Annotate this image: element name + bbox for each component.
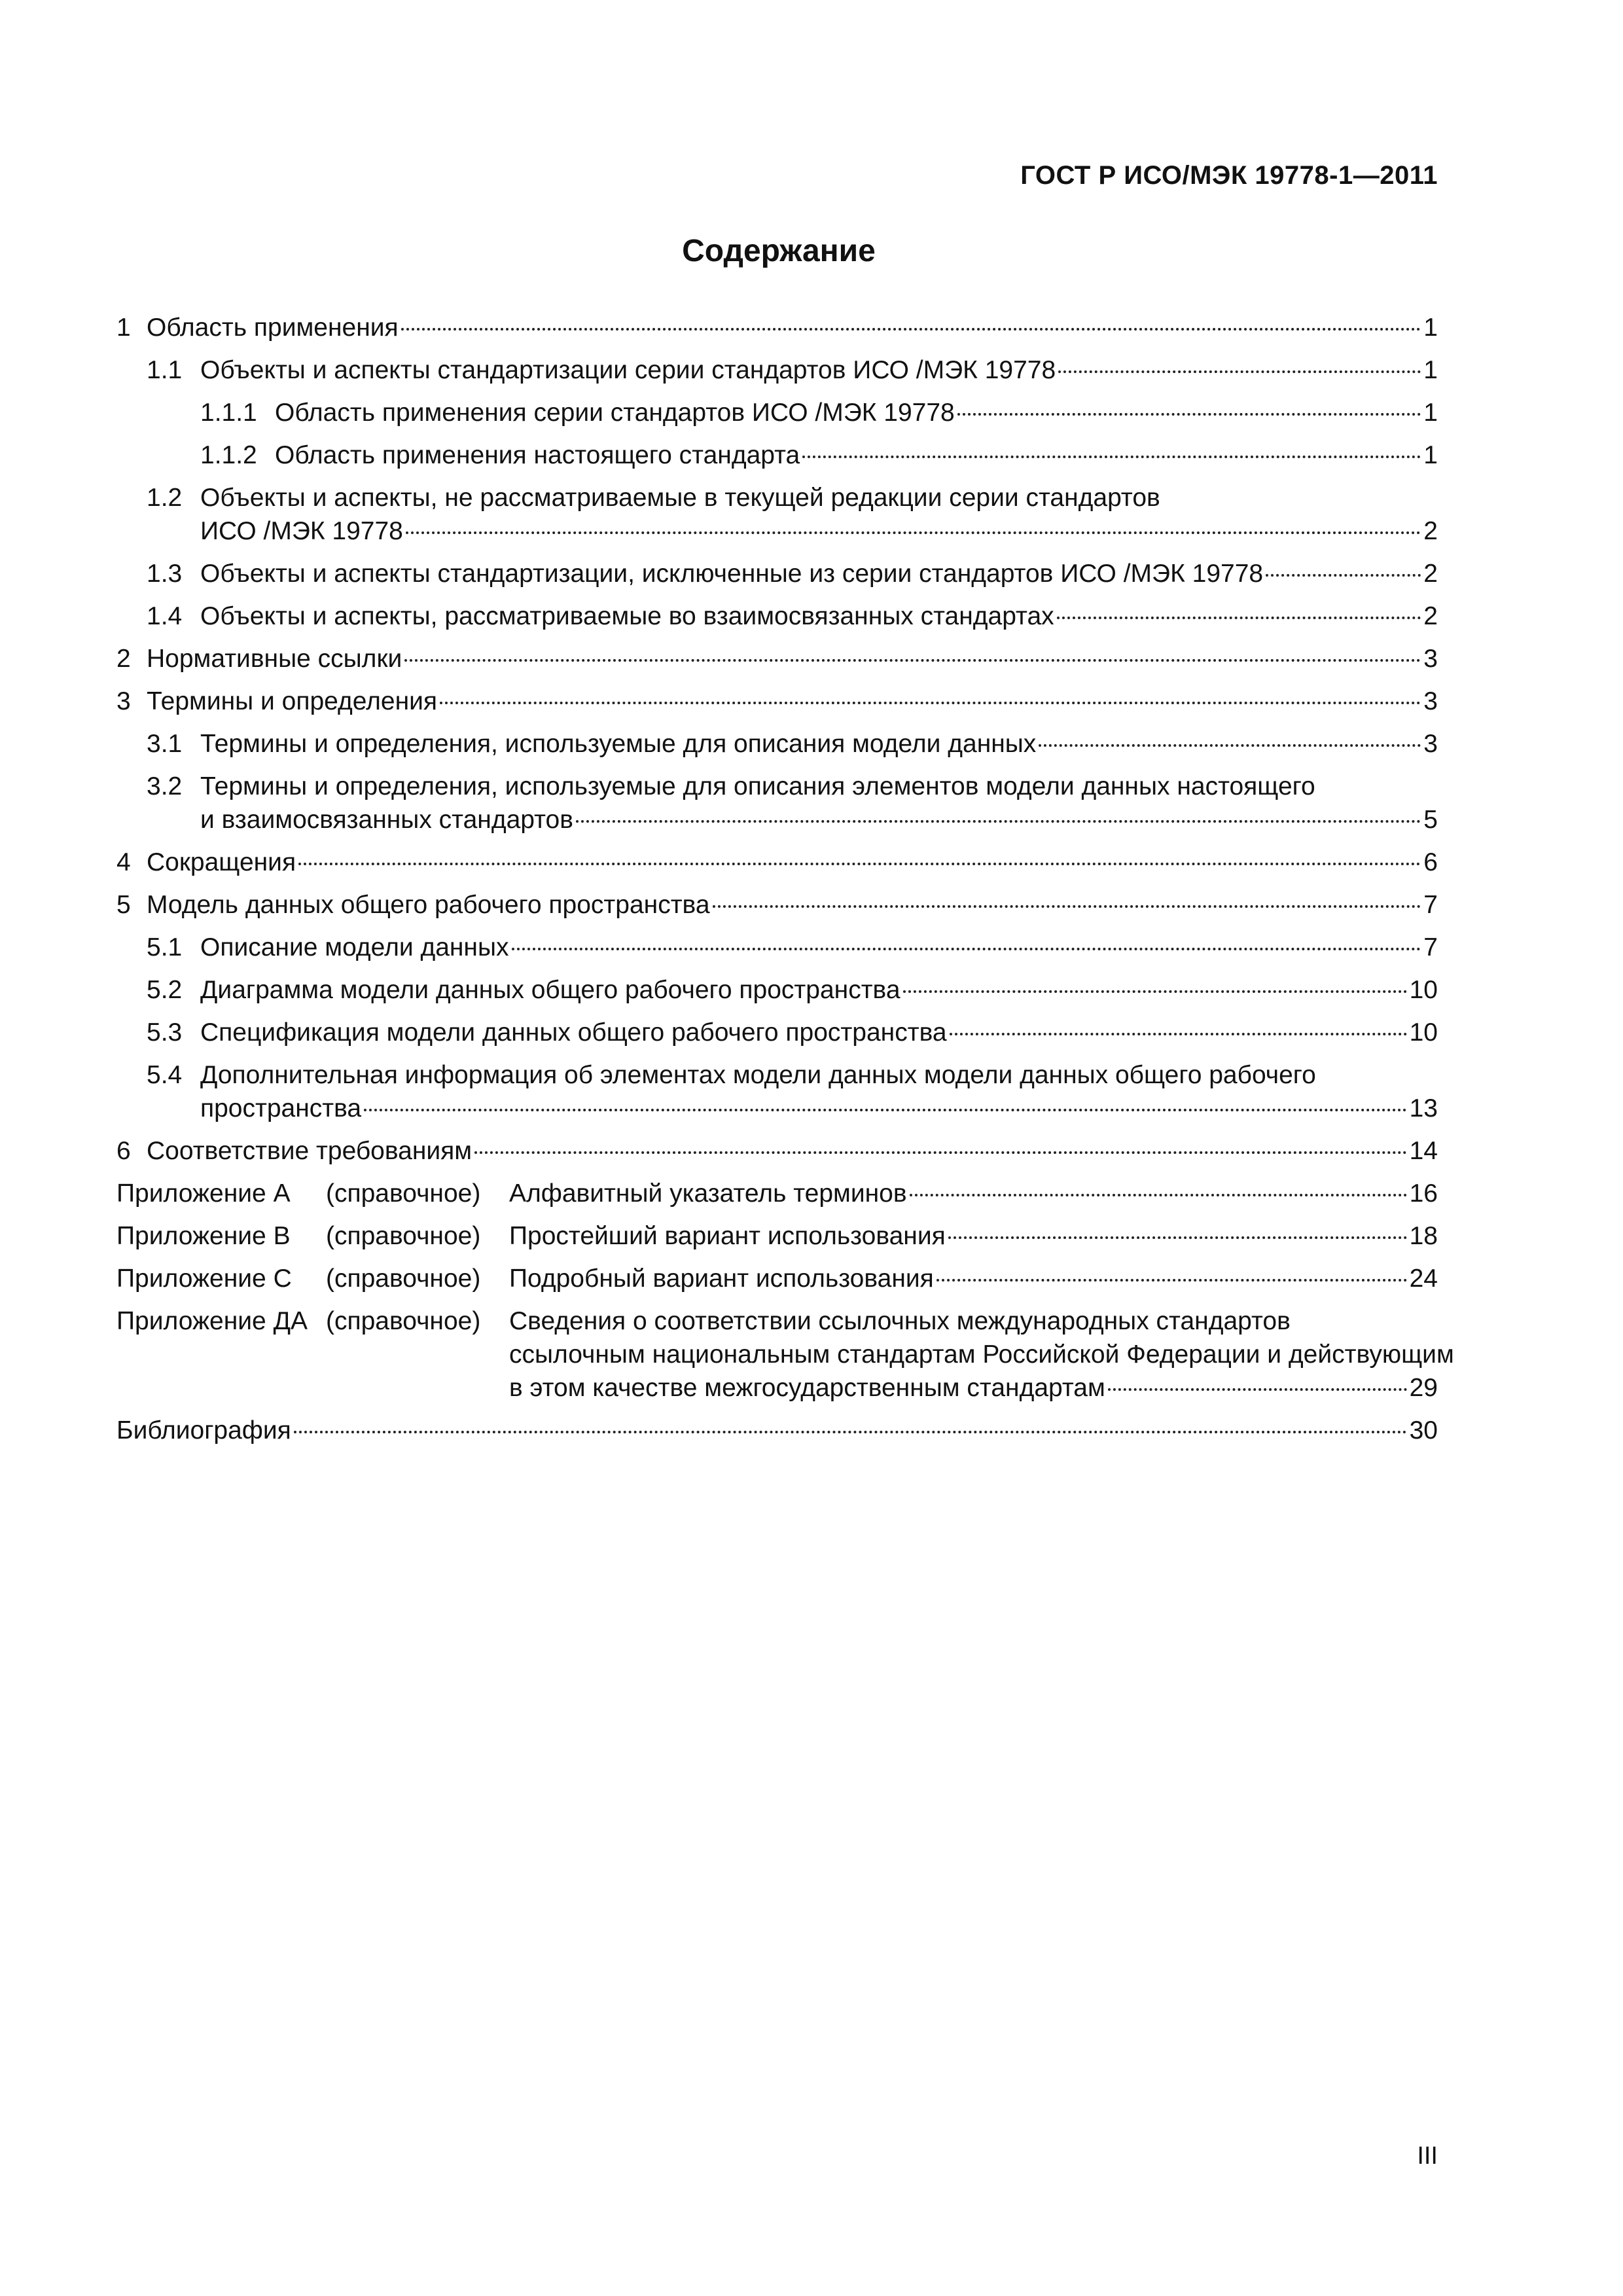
appendix-title: Простейший вариант использования (509, 1222, 946, 1250)
appendix-kind: (справочное) (326, 1222, 481, 1250)
toc-line (116, 1134, 1438, 1168)
toc-entry[interactable] (116, 1134, 1438, 1168)
toc-entry[interactable] (116, 888, 1438, 922)
dot-leader (936, 1279, 1407, 1282)
toc-line (116, 685, 1438, 718)
toc-number: 5 (116, 891, 131, 919)
toc-title: Термины и определения, используемые для описания элементов модели данных настоящего (200, 772, 1315, 800)
toc-entry[interactable] (116, 600, 1438, 633)
dot-leader (1058, 370, 1421, 373)
toc-line-inner (200, 514, 1438, 548)
appendix-entry[interactable] (116, 1219, 1438, 1253)
toc-page-number: 10 (1409, 1018, 1438, 1047)
toc-entry[interactable] (116, 973, 1438, 1007)
toc-line (147, 481, 1438, 514)
toc-entry[interactable] (116, 727, 1438, 761)
page-number: III (1417, 2142, 1438, 2170)
table-of-contents (116, 311, 1454, 1456)
toc-line (147, 727, 1438, 761)
toc-title-continued: пространства (200, 1094, 362, 1122)
toc-line (147, 1058, 1438, 1092)
toc-entry[interactable] (116, 1058, 1438, 1125)
toc-number: 1.1.2 (200, 441, 257, 469)
dot-leader (1057, 617, 1421, 619)
dot-leader (401, 328, 1421, 331)
bibliography-entry[interactable] (116, 1414, 1438, 1447)
toc-page-number: 3 (1423, 645, 1438, 673)
toc-number: 5.1 (147, 933, 183, 961)
toc-line-continued (147, 1092, 1438, 1125)
appendix-line (116, 1262, 1438, 1295)
dot-leader (948, 1236, 1407, 1239)
toc-page-number: 13 (1409, 1094, 1438, 1122)
toc-line (147, 557, 1438, 590)
toc-entry[interactable] (116, 642, 1438, 675)
toc-title: Область применения настоящего стандарта (275, 441, 800, 469)
toc-title: Объекты и аспекты, рассматриваемые во взаимосвязанных стандартах (200, 602, 1054, 630)
dot-leader (406, 531, 1421, 534)
toc-title: Спецификация модели данных общего рабочего пространства (200, 1018, 947, 1047)
toc-page-number: 3 (1423, 730, 1438, 758)
toc-title: Объекты и аспекты стандартизации серии стандартов ИСО /МЭК 19778 (200, 356, 1056, 384)
appendix-kind: (справочное) (326, 1307, 481, 1335)
toc-line (147, 600, 1438, 633)
toc-line (147, 353, 1438, 387)
toc-title: Соответствие требованиям (147, 1137, 473, 1165)
dot-leader (713, 905, 1421, 908)
toc-number: 3.2 (147, 772, 183, 800)
document-code-header: ГОСТ Р ИСО/МЭК 19778-1—2011 (1020, 161, 1438, 190)
appendix-title: Подробный вариант использования (509, 1265, 934, 1293)
appendix-entry[interactable] (116, 1262, 1438, 1295)
toc-title-continued: и взаимосвязанных стандартов (200, 806, 573, 834)
appendix-line-continued (116, 1371, 1438, 1405)
toc-entry[interactable] (116, 770, 1438, 836)
toc-page-number: 5 (1423, 806, 1438, 834)
toc-line (147, 1016, 1438, 1049)
appendix-line (116, 1219, 1438, 1253)
appendix-page-number: 24 (1409, 1265, 1438, 1293)
toc-title: Нормативные ссылки (147, 645, 402, 673)
toc-line (147, 931, 1438, 964)
appendix-line (116, 1177, 1438, 1210)
toc-entry[interactable] (116, 311, 1438, 344)
toc-title: Термины и определения, используемые для описания модели данных (200, 730, 1037, 758)
toc-page-number: 14 (1409, 1137, 1438, 1165)
toc-line (116, 642, 1438, 675)
appendix-title: Сведения о соответствии ссылочных международных стандартов (509, 1307, 1291, 1335)
appendix-page-number: 18 (1409, 1222, 1438, 1250)
appendix-entry[interactable] (116, 1177, 1438, 1210)
toc-entry[interactable] (116, 557, 1438, 590)
toc-line (200, 439, 1438, 472)
toc-entry[interactable] (116, 1016, 1438, 1049)
toc-page-number: 2 (1423, 560, 1438, 588)
toc-line (147, 973, 1438, 1007)
toc-number: 5.3 (147, 1018, 183, 1047)
toc-number: 1.4 (147, 602, 183, 630)
bibliography-title: Библиография (116, 1416, 291, 1444)
toc-page-number: 1 (1423, 441, 1438, 469)
toc-number: 1.2 (147, 484, 183, 512)
toc-number: 1.1 (147, 356, 183, 384)
toc-title: Термины и определения (147, 687, 438, 715)
toc-title: Область применения (147, 314, 399, 342)
dot-leader (294, 1431, 1407, 1433)
toc-number: 5.4 (147, 1061, 183, 1089)
toc-page-number: 3 (1423, 687, 1438, 715)
dot-leader (802, 456, 1421, 458)
toc-line (116, 846, 1438, 879)
toc-line-inner (200, 803, 1438, 836)
toc-title-continued: ИСО /МЭК 19778 (200, 517, 403, 545)
dot-leader (903, 990, 1407, 993)
toc-line-inner (200, 1092, 1438, 1125)
toc-page-number: 1 (1423, 356, 1438, 384)
toc-entry[interactable] (116, 685, 1438, 718)
toc-number: 2 (116, 645, 131, 673)
toc-number: 1.1.1 (200, 399, 257, 427)
toc-number: 1.3 (147, 560, 183, 588)
page-title: Содержание (682, 234, 876, 268)
toc-title: Объекты и аспекты, не рассматриваемые в текущей редакции серии стандартов (200, 484, 1160, 512)
toc-line-continued (147, 514, 1438, 548)
bibliography-line (116, 1414, 1438, 1447)
toc-page-number: 2 (1423, 602, 1438, 630)
toc-entry[interactable] (116, 931, 1438, 964)
toc-page-number: 7 (1423, 891, 1438, 919)
dot-leader (440, 702, 1421, 704)
dot-leader (1039, 744, 1421, 747)
appendix-page-number: 29 (1409, 1374, 1438, 1402)
toc-title: Дополнительная информация об элементах модели данных модели данных общего рабочего (200, 1061, 1316, 1089)
dot-leader (404, 659, 1421, 662)
toc-number: 5.2 (147, 976, 183, 1004)
toc-title: Описание модели данных (200, 933, 509, 961)
toc-number: 3.1 (147, 730, 183, 758)
toc-page-number: 1 (1423, 314, 1438, 342)
appendix-line (116, 1304, 1438, 1338)
dot-leader (950, 1033, 1407, 1035)
toc-entry[interactable] (116, 481, 1438, 548)
appendix-kind: (справочное) (326, 1179, 481, 1208)
toc-line (147, 770, 1438, 803)
toc-entry[interactable] (116, 396, 1438, 429)
toc-title: Область применения серии стандартов ИСО /МЭК 19778 (275, 399, 955, 427)
appendix-label: Приложение В (116, 1222, 291, 1250)
toc-entry[interactable] (116, 353, 1438, 387)
dot-leader (364, 1109, 1406, 1111)
bibliography-page-number: 30 (1409, 1416, 1438, 1444)
appendix-label: Приложение С (116, 1265, 292, 1293)
dot-leader (512, 948, 1421, 950)
dot-leader (1266, 574, 1421, 577)
dot-leader (298, 863, 1421, 865)
appendix-label: Приложение ДА (116, 1307, 308, 1335)
dot-leader (957, 413, 1421, 416)
appendix-page-number: 16 (1409, 1179, 1438, 1208)
toc-line (200, 396, 1438, 429)
toc-number: 4 (116, 848, 131, 876)
dot-leader (474, 1151, 1407, 1154)
toc-entry[interactable] (116, 846, 1438, 879)
appendix-title: в этом качестве межгосударственным стандартам (509, 1374, 1105, 1402)
appendix-title: Алфавитный указатель терминов (509, 1179, 907, 1208)
toc-page-number: 1 (1423, 399, 1438, 427)
toc-page-number: 6 (1423, 848, 1438, 876)
toc-line (116, 888, 1438, 922)
toc-page-number: 10 (1409, 976, 1438, 1004)
toc-title: Объекты и аспекты стандартизации, исключенные из серии стандартов ИСО /МЭК 19778 (200, 560, 1264, 588)
toc-title: Модель данных общего рабочего пространства (147, 891, 710, 919)
appendix-label: Приложение А (116, 1179, 291, 1208)
toc-line-continued (147, 803, 1438, 836)
toc-page-number: 2 (1423, 517, 1438, 545)
toc-title: Сокращения (147, 848, 296, 876)
appendix-line-continued (116, 1338, 1454, 1371)
toc-entry[interactable] (116, 439, 1438, 472)
toc-number: 3 (116, 687, 131, 715)
dot-leader (576, 820, 1421, 823)
dot-leader (1108, 1388, 1407, 1391)
toc-page-number: 7 (1423, 933, 1438, 961)
toc-line (116, 311, 1438, 344)
toc-title: Диаграмма модели данных общего рабочего пространства (200, 976, 901, 1004)
appendix-kind: (справочное) (326, 1265, 481, 1293)
toc-number: 6 (116, 1137, 131, 1165)
dot-leader (910, 1194, 1407, 1196)
appendix-title: ссылочным национальным стандартам Российской Федерации и действующим (509, 1340, 1454, 1369)
appendix-entry[interactable] (116, 1304, 1454, 1405)
toc-number: 1 (116, 314, 131, 342)
